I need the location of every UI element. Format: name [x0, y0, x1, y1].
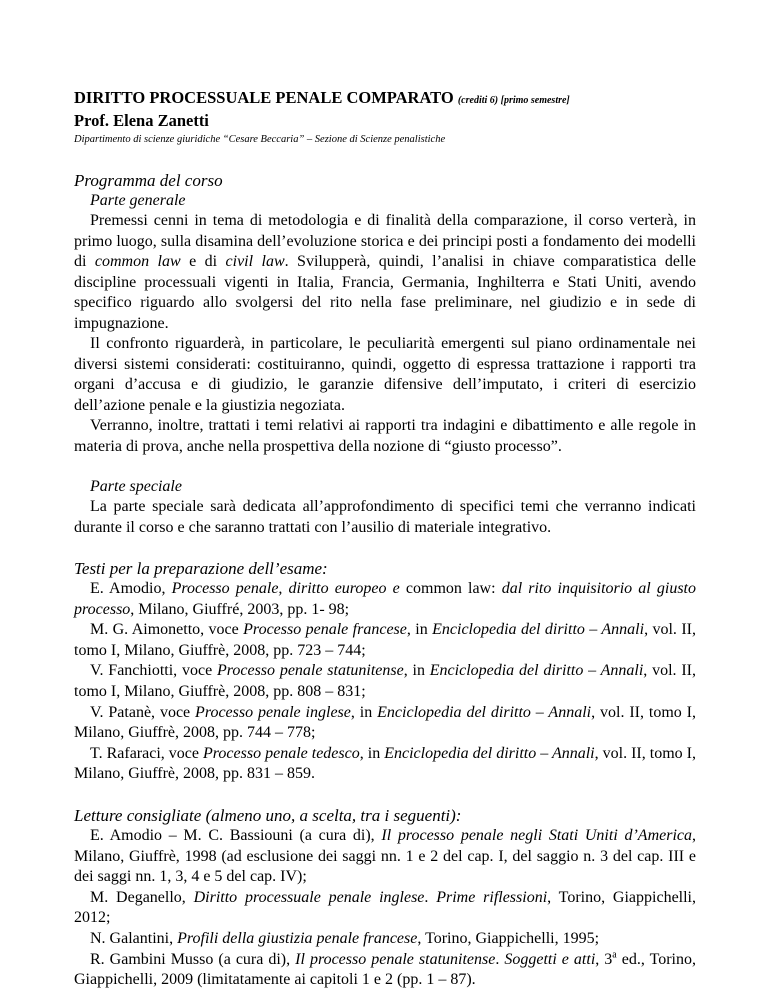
- section-title-programma: Programma del corso: [74, 171, 223, 190]
- section-title-letture: Letture consigliate (almeno uno, a scelta, tra i seguenti):: [74, 805, 462, 825]
- department-line: Dipartimento di scienze giuridiche “Cesare Beccaria” – Sezione di Scienze penalistiche: [74, 134, 446, 145]
- document-page: [74, 88, 696, 991]
- section-title-testi: Testi per la preparazione dell’esame:: [74, 559, 328, 578]
- paragraph-speciale-1: La parte speciale sarà dedicata all’approfondimento di specifici temi che verranno indicati durante il corso e che saranno trattati con l’ausilio di materiale integrativo.: [74, 498, 696, 536]
- testo-entry-5: T. Rafaraci, voce Processo penale tedesco, in Enciclopedia del diritto – Annali, vol. II, tomo I, Milano, Giuffrè, 2008, pp. 831 – 859.: [74, 744, 697, 783]
- subsection-title-generale: Parte generale: [90, 192, 186, 209]
- lettura-entry-3: N. Galantini, Profili della giustizia penale francese, Torino, Giappichelli, 1995;: [90, 929, 600, 947]
- professor-name: Prof. Elena Zanetti: [74, 111, 209, 130]
- lettura-entry-2: M. Deganello, Diritto processuale penale inglese. Prime riflessioni, Torino, Giappichelli, 2012;: [74, 888, 697, 927]
- lettura-entry-1: E. Amodio – M. C. Bassiouni (a cura di), Il processo penale negli Stati Uniti d’America, Milano, Giuffrè, 1998 (ad esclusione dei saggi nn. 1 e 2 del cap. I, del saggio n. 3 del cap. III e dei saggi nn. 1, 3, 4 e 5 del cap. IV);: [74, 826, 696, 886]
- course-title: DIRITTO PROCESSUALE PENALE COMPARATO: [74, 88, 454, 107]
- paragraph-generale-1: Premessi cenni in tema di metodologia e di finalità della comparazione, il corso verterà, in primo luogo, sulla disamina dell’evoluzione storica e dei principi posti a fondamento dei modelli di common law e di civil law. Svilupperà, quindi, l’analisi in chiave comparatistica delle discipline processuali vigenti in Italia, Francia, Germania, Inghilterra e Stati Uniti, avendo specifico riguardo allo svolgersi del rito nella fase preliminare, nel giudizio e in sede di impugnazione.: [74, 212, 696, 332]
- testo-entry-4: V. Patanè, voce Processo penale inglese, in Enciclopedia del diritto – Annali, vol. II, tomo I, Milano, Giuffrè, 2008, pp. 744 – 778;: [74, 703, 697, 742]
- subsection-title-speciale: Parte speciale: [90, 478, 182, 495]
- course-meta: (crediti 6) [primo semestre]: [457, 95, 570, 106]
- testo-entry-3: V. Fanchiotti, voce Processo penale statunitense, in Enciclopedia del diritto – Annali, vol. II, tomo I, Milano, Giuffrè, 2008, pp. 808 – 831;: [74, 662, 696, 700]
- course-heading: [74, 88, 696, 111]
- testo-entry-2: M. G. Aimonetto, voce Processo penale francese, in Enciclopedia del diritto – Annali, vol. II, tomo I, Milano, Giuffrè, 2008, pp. 723 – 744;: [74, 621, 696, 659]
- paragraph-generale-2: Il confronto riguarderà, in particolare, le peculiarità emergenti sul piano ordinamentale nei diversi sistemi considerati: costituiranno, quindi, oggetto di espressa trattazione i rapporti tra organi d’accusa e di giudizio, le garanzie difensive dell’imputato, i criteri di esercizio dell’azione penale e la giustizia negoziata.: [74, 335, 696, 414]
- testo-entry-1: E. Amodio, Processo penale, diritto europeo e common law: dal rito inquisitorio al giusto processo, Milano, Giuffré, 2003, pp. 1- 98;: [74, 580, 696, 618]
- lettura-entry-4: R. Gambini Musso (a cura di), Il processo penale statunitense. Soggetti e atti, 3$^a$ ed., Torino, Giappichelli, 2009 (limitatamente ai capitoli 1 e 2 (pp. 1 – 87).: [74, 949, 697, 989]
- paragraph-generale-3: Verranno, inoltre, trattati i temi relativi ai rapporti tra indagini e dibattimento e alle regole in materia di prova, anche nella prospettiva della nozione di “giusto processo”.: [74, 417, 696, 455]
